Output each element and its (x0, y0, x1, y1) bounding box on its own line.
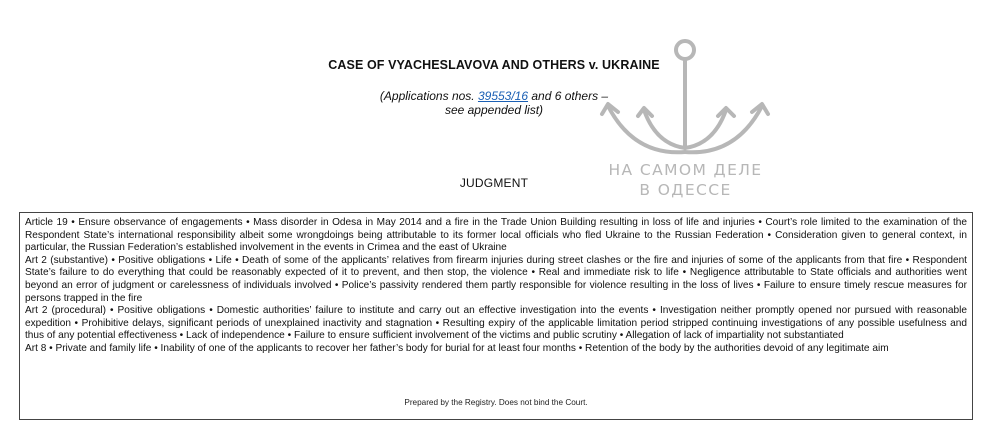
summary-paragraph-art2-substantive: Art 2 (substantive) • Positive obligations • Life • Death of some of the applicants’ relatives from firearm injuries during street clashes or the fire and injuries of some of the applicants from that fire • Respondent State’s failure to do everything that could be reasonably expected of it to prevent, and then stop, the violence • Real and immediate risk to life • Negligence attributable to State officials and authorities went beyond an error of judgment or carelessness of individuals involved • Police’s passivity rendered them partly responsible for violence resulting in the loss of lives • Failure to ensure timely rescue measures for persons trapped in the fire (25, 254, 967, 304)
case-title: CASE OF VYACHESLAVOVA AND OTHERS v. UKRAINE (328, 58, 660, 72)
summary-paragraph-art8: Art 8 • Private and family life • Inability of one of the applicants to recover her father’s body for burial for at least four months • Retention of the body by the authorities devoid of any legitimate aim (25, 342, 889, 354)
applications-suffix: and 6 others – (528, 89, 609, 103)
watermark-line-2: В ОДЕССЕ (639, 181, 732, 199)
judgment-heading: JUDGMENT (459, 176, 529, 190)
summary-paragraph-article-19: Article 19 • Ensure observance of engagements • Mass disorder in Odesa in May 2014 and a fire in the Trade Union Building resulting in loss of life and injuries • Court’s role limited to the examination of the Respondent State’s international responsibility albeit some wrongdoings being attributable to its former local officials who fled Ukraine to the Russian Federation • Consideration given to general context, in particular, the Russian Federation’s established involvement in the events in Crimea and the east of Ukraine (25, 217, 967, 254)
registry-note: Prepared by the Registry. Does not bind the Court. (404, 398, 588, 408)
watermark-line-1: НА САМОМ ДЕЛЕ (608, 161, 763, 179)
summary-paragraph-art2-procedural: Art 2 (procedural) • Positive obligations • Domestic authorities’ failure to institute and carry out an effective investigation into the events • Investigation neither promptly opened nor pursued with reasonable expedition • Prohibitive delays, significant periods of unexplained inactivity and stagnation • Resulting expiry of the applicable limitation period stripped continuing investigations of any possible usefulness and thus of any potential effectiveness • Lack of independence • Failure to ensure sufficient involvement of the victims and public scrutiny • Allegation of lack of impartiality not substantiated (25, 305, 967, 342)
summary-box (19, 212, 973, 420)
applications-note (0, 89, 988, 117)
applications-line-2: see appended list) (444, 103, 544, 117)
applications-prefix: (Applications nos. (379, 89, 478, 103)
applications-line-1 (0, 89, 988, 103)
application-number-link[interactable]: 39553/16 (477, 89, 529, 103)
anchor-icon (598, 36, 773, 156)
